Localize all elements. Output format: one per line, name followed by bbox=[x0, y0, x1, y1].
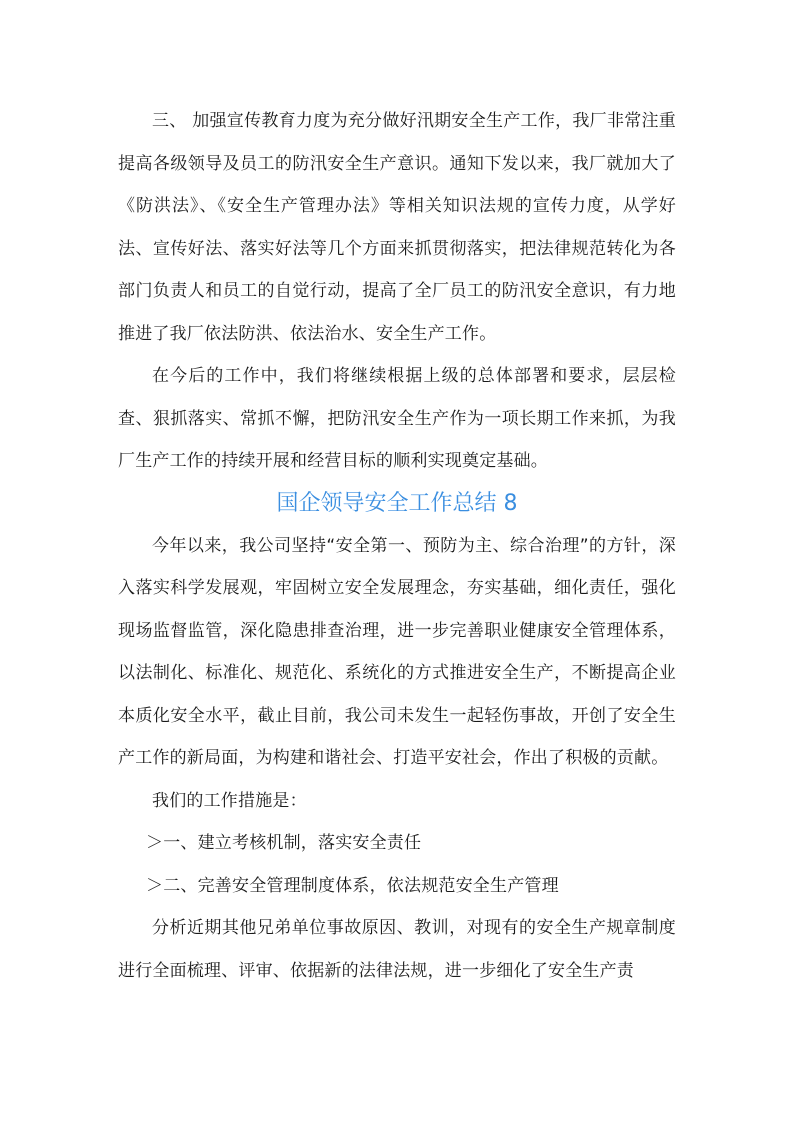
list-item-assessment-mechanism: ＞一、建立考核机制，落实安全责任 bbox=[146, 833, 422, 853]
section-heading: 国企领导安全工作总结 8 bbox=[276, 490, 518, 516]
document-page bbox=[118, 100, 676, 992]
paragraph-future-work: 在今后的工作中，我们将继续根据上级的总体部署和要求，层层检查、狠抓落实、常抓不懈，把防汛安全生产作为一项长期工作来抓，为我厂生产工作的持续开展和经营目标的顺利实现奠定基础。 bbox=[118, 366, 676, 471]
list-item-management-system: ＞二、完善安全管理制度体系，依法规范安全生产管理 bbox=[146, 875, 559, 896]
paragraph-measures-intro: 我们的工作措施是： bbox=[152, 790, 307, 811]
paragraph-publicity-education: 三、 加强宣传教育力度为充分做好汛期安全生产工作，我厂非常注重提高各级领导及员工的防汛安全生产意识。通知下发以来，我厂就加大了《防洪法》、《安全生产管理办法》等相关知识法规的宣传力度，从学好法、宣传好法、落实好法等几个方面来抓贯彻落实，把法律规范转化为各部门负责人和员工的自觉行动，提高了全厂员工的防汛安全意识，有力地推进了我厂依法防洪、依法治水、安全生产工作。 bbox=[118, 111, 676, 344]
paragraph-annual-summary: 今年以来，我公司坚持“安全第一、预防为主、综合治理”的方针，深入落实科学发展观，牢固树立安全发展理念，夯实基础，细化责任，强化现场监督监管，深化隐患排查治理，进一步完善职业健康安全管理体系，以法制化、标准化、规范化、系统化的方式推进安全生产，不断提高企业本质化安全水平，截止目前，我公司未发生一起轻伤事故，开创了安全生产工作的新局面，为构建和谐社会、打造平安社会，作出了积极的贡献。 bbox=[118, 535, 676, 768]
paragraph-accident-analysis: 分析近期其他兄弟单位事故原因、教训，对现有的安全生产规章制度进行全面梳理、评审、依据新的法律法规，进一步细化了安全生产责 bbox=[118, 918, 676, 981]
